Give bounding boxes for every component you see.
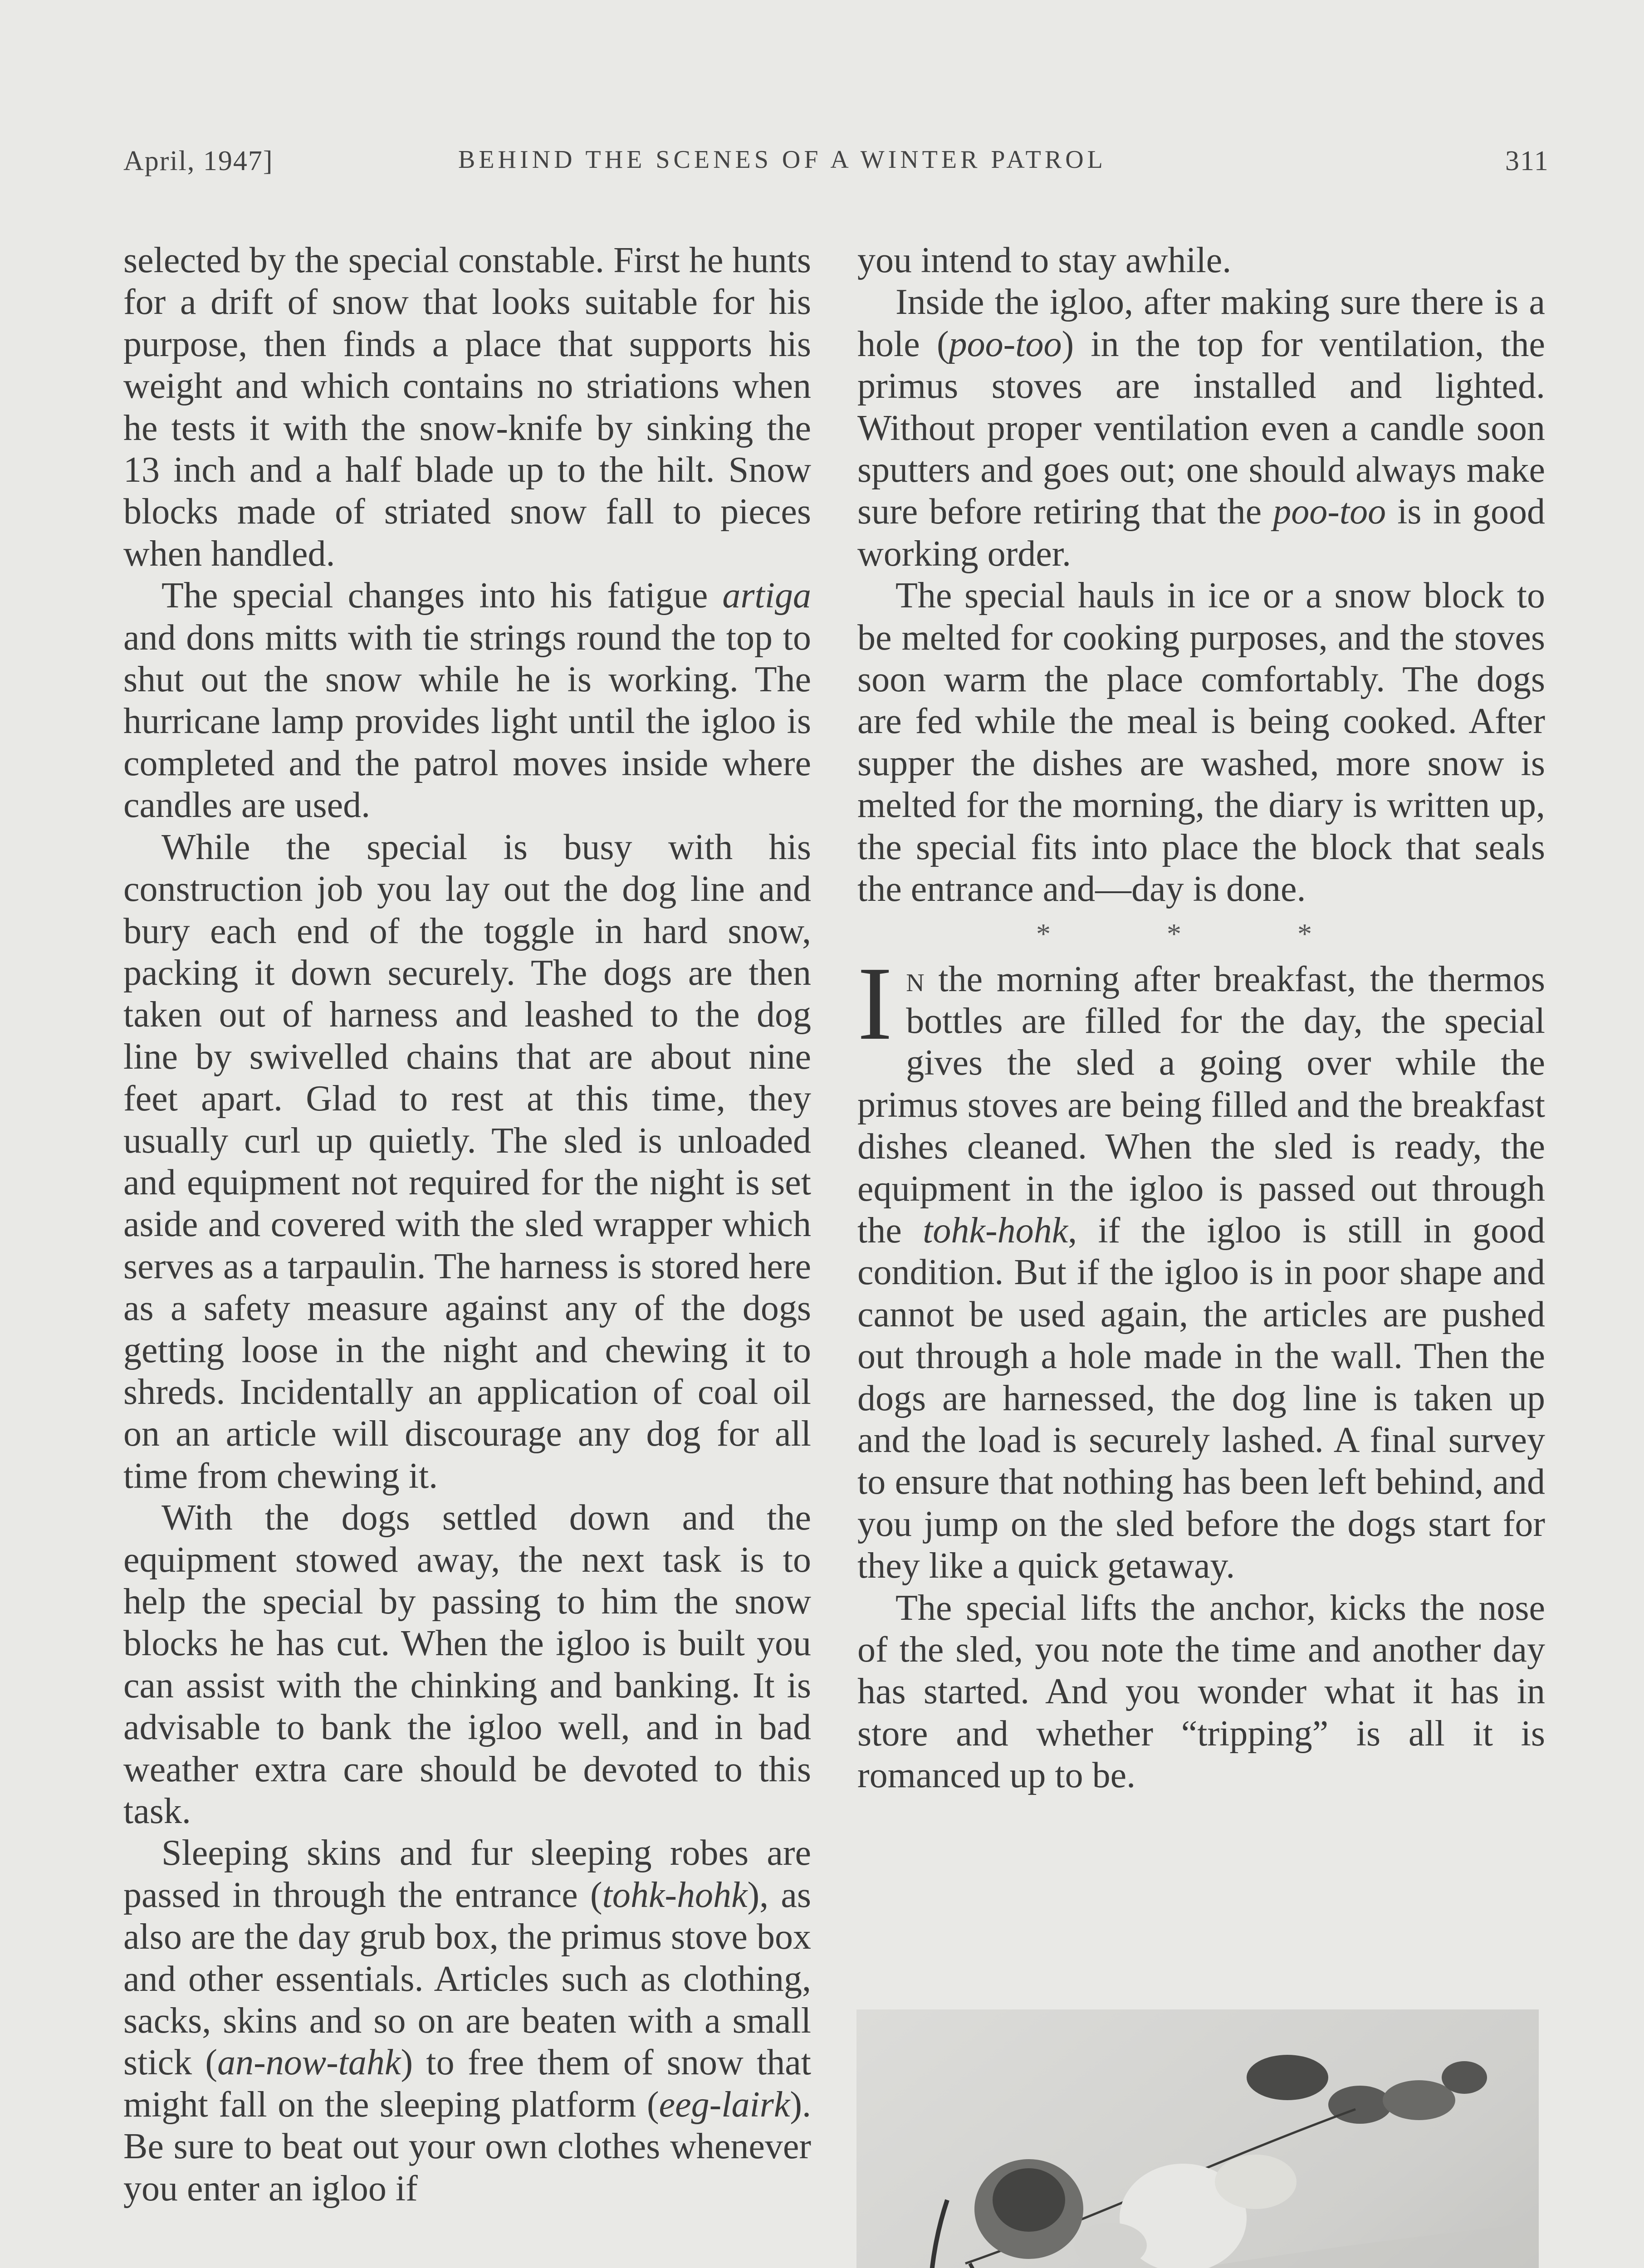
paragraph: selected by the special constable. First he hunts for a drift of snow that looks suitable for his purpose, then finds a place that supports his weight and which contains no striations when he tests it with the snow-knife by sinking the 13 inch and a half blade up to the hilt. Snow blocks made of striated snow fall to pieces when handled. [123,240,811,574]
header-title: BEHIND THE SCENES OF A WINTER PATROL [458,146,1106,174]
photo-sled-dogs [856,2009,1539,2268]
paragraph: While the special is busy with his construction job you lay out the dog line and bury each end of the toggle in hard snow, packing it down securely. The dogs are then taken out of harness and leashed to the dog line by swivelled chains that are about nine feet apart. Glad to rest at this time, they usually curl up quietly. The sled is unloaded and equipment not required for the night is set aside and covered with the sled wrapper which serves as a tarpaulin. The harness is stored here as a safety measure against any of the dogs getting loose in the night and chewing it to shreds. Incidentally an application of coal oil on an article will discourage any dog for all time from chewing it. [123,827,811,1496]
paragraph: With the dogs settled down and the equipment stowed away, the next task is to help the special by passing to him the snow blocks he has cut. When the igloo is built you can assist with the chinking and banking. It is advisable to bank the igloo well, and in bad weather extra care should be devoted to this task. [123,1498,811,1832]
paragraph: Inside the igloo, after making sure there is a hole (poo-too) in the top for ventilation, the primus stoves are installed and lighted. Without proper ventilation even a candle soon sputters and goes out; one should always make sure before retiring that the poo-too is in good working order. [857,282,1545,574]
paragraph: The special lifts the anchor, kicks the nose of the sled, you note the time and another day has started. And you wonder what it has in store and whether “tripping” is all it is romanced up to be. [857,1588,1545,1796]
paragraph: Sleeping skins and fur sleeping robes are passed in through the entrance (tohk-hohk), as also are the day grub box, the primus stove box and other essentials. Articles such as clothing, sacks, skins and so on are beaten with a small stick (an-now-tahk) to free them of snow that might fall on the sleeping platform (eeg-lairk). Be sure to beat out your own clothes whenever you enter an igloo if [123,1833,811,2209]
page-number: 311 [1505,146,1549,176]
right-column [857,240,1545,1797]
section-break-stars: * * * [1036,917,1366,950]
paragraph: you intend to stay awhile. [857,240,1232,280]
paragraph: In the morning after breakfast, the thermos bottles are filled for the day, the special gives the sled a going over while the primus stoves are being filled and the breakfast dishes cleaned. When the sled is ready, the equipment in the igloo is passed out through the tohk-hohk, if the igloo is still in good condition. But if the igloo is in poor shape and cannot be used again, the articles are pushed out through a hole made in the wall. Then the dogs are harnessed, the dog line is taken up and the load is securely lashed. A final survey to ensure that nothing has been left behind, and you jump on the sled before the dogs start for they like a quick getaway. [857,945,1545,1586]
left-column [123,240,811,2209]
paragraph: The special changes into his fatigue artiga and dons mitts with tie strings round the top to shut out the snow while he is working. The hurricane lamp provides light until the igloo is completed and the patrol moves inside where candles are used. [123,576,811,826]
paragraph: The special hauls in ice or a snow block to be melted for cooking purposes, and the stoves soon warm the place comfortably. The dogs are fed while the meal is being cooked. After supper the dishes are washed, more snow is melted for the morning, the diary is written up, the special fits into place the block that seals the entrance and—day is done. [857,576,1545,909]
drop-cap: I [857,945,893,1062]
header-date: April, 1947] [123,146,274,176]
